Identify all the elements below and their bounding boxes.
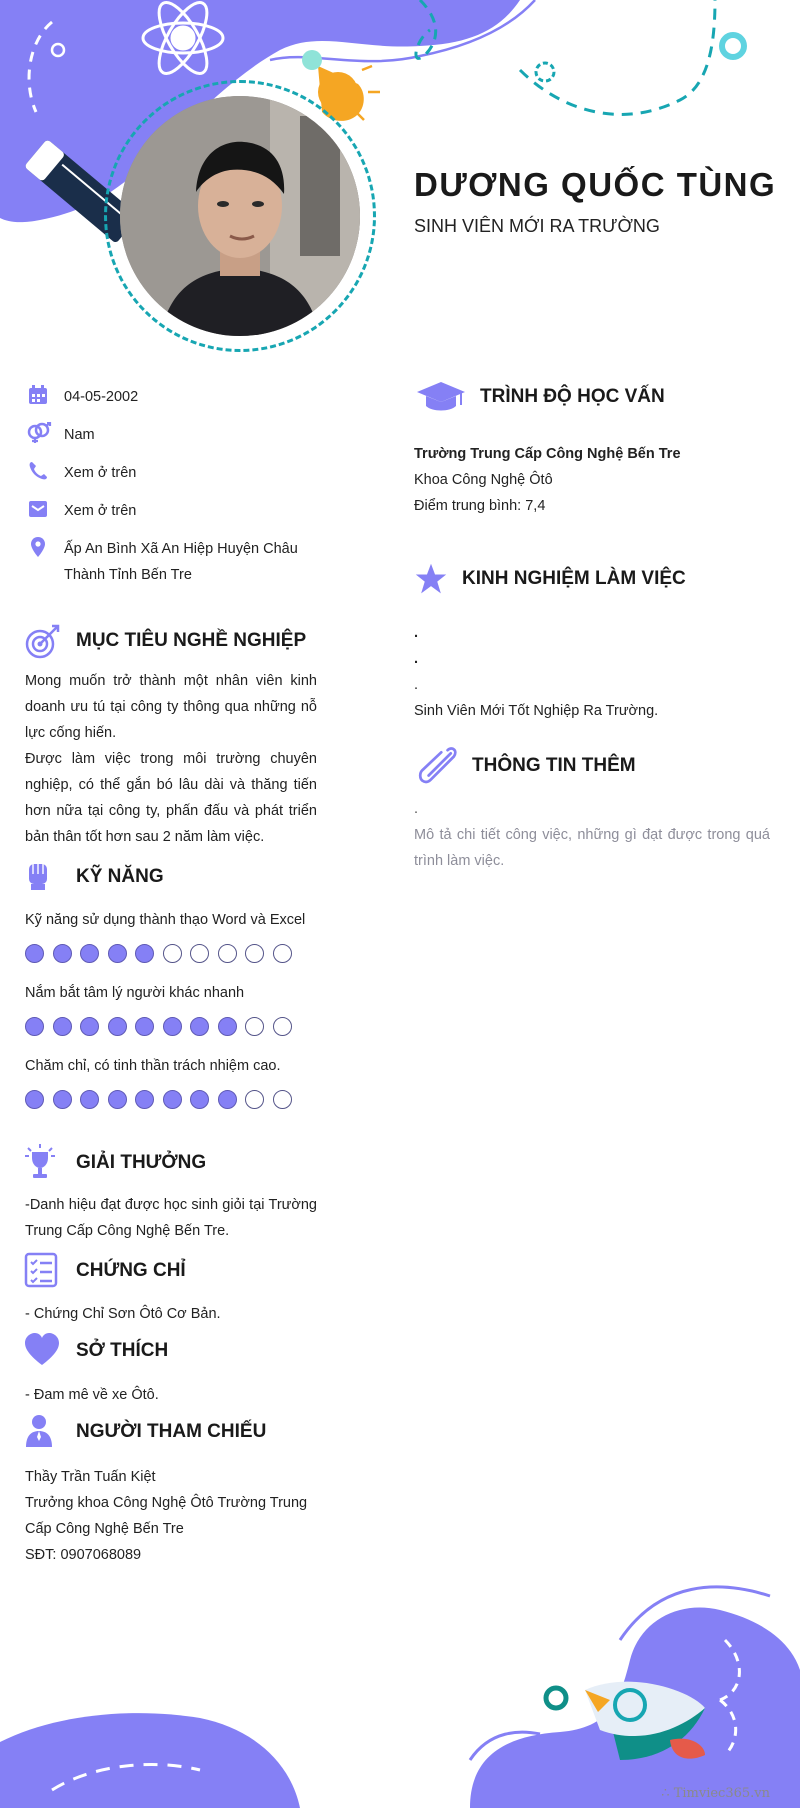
rating-dot-empty: [273, 1017, 292, 1036]
contact-email: [26, 498, 314, 524]
references-heading: [24, 1413, 266, 1451]
experience-bullet-2: .: [414, 651, 419, 667]
candidate-role: SINH VIÊN MỚI RA TRƯỜNG: [414, 216, 660, 236]
phone-icon: [26, 460, 52, 482]
contact-address: [26, 536, 314, 588]
skills-title: KỸ NĂNG: [76, 866, 164, 887]
objective-paragraph-1: Mong muốn trở thành một nhân viên kinh doanh ưu tú tại công ty thông qua những nỗ lực cống hiến.: [25, 673, 317, 741]
skill-3-name: Chăm chỉ, có tinh thần trách nhiệm cao.: [25, 1058, 281, 1074]
birthdate-text: 04-05-2002: [64, 389, 139, 405]
education-faculty: Khoa Công Nghệ Ôtô: [414, 472, 553, 488]
rating-dot-filled: [163, 1017, 182, 1036]
star-icon: [414, 562, 448, 596]
address-text: Ấp An Bình Xã An Hiệp Huyện Châu Thành Tỉnh Bến Tre: [64, 541, 298, 583]
person-icon: [24, 1413, 62, 1451]
certificates-heading: [24, 1252, 186, 1290]
rating-dot-filled: [190, 1017, 209, 1036]
hobbies-text: - Đam mê về xe Ôtô.: [25, 1387, 159, 1403]
additional-body: [414, 796, 770, 874]
rating-dot-filled: [25, 1090, 44, 1109]
education-body: [414, 441, 774, 519]
education-gpa: Điểm trung bình: 7,4: [414, 498, 546, 514]
rating-dot-filled: [80, 944, 99, 963]
paperclip-icon: [414, 746, 458, 786]
rating-dot-filled: [108, 944, 127, 963]
skill-1-rating: [25, 944, 292, 963]
rating-dot-filled: [135, 1017, 154, 1036]
calendar-icon: [26, 384, 52, 406]
rating-dot-filled: [25, 944, 44, 963]
rating-dot-empty: [273, 1090, 292, 1109]
objective-body: [25, 668, 317, 850]
graduation-cap-icon: [414, 378, 466, 416]
skill-2-rating: [25, 1017, 292, 1036]
references-body: [25, 1464, 325, 1568]
heart-icon: [24, 1332, 62, 1370]
additional-bullet: .: [414, 801, 419, 817]
skill-3-rating: [25, 1090, 292, 1109]
contact-phone: [26, 460, 314, 486]
rating-dot-filled: [135, 944, 154, 963]
trophy-icon: [24, 1144, 62, 1182]
rating-dot-empty: [218, 944, 237, 963]
rating-dot-empty: [245, 944, 264, 963]
rating-dot-filled: [218, 1017, 237, 1036]
experience-bullet-1: .: [414, 625, 419, 641]
experience-heading: [414, 562, 686, 596]
experience-text: Sinh Viên Mới Tốt Nghiệp Ra Trường.: [414, 703, 659, 719]
rating-dot-empty: [245, 1017, 264, 1036]
rating-dot-filled: [135, 1090, 154, 1109]
objective-title: MỤC TIÊU NGHỀ NGHIỆP: [76, 630, 307, 651]
candidate-name: DƯƠNG QUỐC TÙNG: [414, 166, 777, 203]
skill-2-name: Nắm bắt tâm lý người khác nhanh: [25, 985, 245, 1001]
experience-body: [414, 620, 774, 724]
contact-gender: [26, 422, 314, 448]
gender-text: Nam: [64, 427, 95, 443]
watermark: ∴ Timviec365.vn: [661, 1786, 770, 1801]
awards-text: -Danh hiệu đạt được học sinh giỏi tại Trường Trung Cấp Công Nghệ Bến Tre.: [25, 1197, 317, 1239]
raised-fist-icon: [24, 858, 62, 896]
additional-heading: [414, 746, 636, 786]
rating-dot-filled: [108, 1017, 127, 1036]
rating-dot-empty: [245, 1090, 264, 1109]
profile-photo-frame: [104, 80, 376, 352]
awards-title: GIẢI THƯỞNG: [76, 1152, 207, 1173]
reference-position: Trưởng khoa Công Nghệ Ôtô Trường Trung Cấp Công Nghệ Bến Tre: [25, 1495, 308, 1537]
rating-dot-filled: [80, 1090, 99, 1109]
rating-dot-filled: [190, 1090, 209, 1109]
skill-1-name: Kỹ năng sử dụng thành thạo Word và Excel: [25, 912, 306, 928]
rating-dot-empty: [190, 944, 209, 963]
hobbies-heading: [24, 1332, 168, 1370]
awards-heading: [24, 1144, 206, 1182]
email-icon: [26, 498, 52, 520]
profile-photo: [120, 96, 360, 336]
rating-dot-filled: [80, 1017, 99, 1036]
email-text: Xem ở trên: [64, 503, 137, 519]
phone-text: Xem ở trên: [64, 465, 137, 481]
reference-phone: SĐT: 0907068089: [25, 1547, 142, 1563]
additional-text: Mô tả chi tiết công việc, những gì đạt được trong quá trình làm việc.: [414, 827, 770, 869]
certificates-text: - Chứng Chỉ Sơn Ôtô Cơ Bản.: [25, 1306, 221, 1322]
skills-heading: [24, 858, 164, 896]
target-icon: [24, 622, 62, 660]
rating-dot-filled: [53, 1017, 72, 1036]
rating-dot-filled: [218, 1090, 237, 1109]
contact-birthdate: [26, 384, 314, 410]
rating-dot-filled: [25, 1017, 44, 1036]
education-heading: [414, 378, 665, 416]
objective-heading: [24, 622, 306, 660]
gender-icon: [26, 422, 52, 444]
hobbies-title: SỞ THÍCH: [76, 1340, 169, 1361]
rating-dot-empty: [273, 944, 292, 963]
rating-dot-filled: [53, 944, 72, 963]
checklist-icon: [24, 1252, 62, 1290]
experience-bullet-3: .: [414, 677, 419, 693]
rating-dot-filled: [53, 1090, 72, 1109]
education-title: TRÌNH ĐỘ HỌC VẤN: [480, 386, 665, 407]
rating-dot-filled: [163, 1090, 182, 1109]
reference-name: Thầy Trần Tuấn Kiệt: [25, 1469, 156, 1485]
location-pin-icon: [26, 536, 52, 558]
certificates-title: CHỨNG CHỈ: [76, 1260, 186, 1281]
references-title: NGƯỜI THAM CHIẾU: [76, 1421, 267, 1442]
objective-paragraph-2: Được làm việc trong môi trường chuyên nghiệp, có thể gắn bó lâu dài và thăng tiến hơn nữa tại công ty, phấn đấu và phát triển bản thân tốt hơn sau 2 năm làm việc.: [25, 751, 317, 845]
education-school: Trường Trung Cấp Công Nghệ Bến Tre: [414, 446, 681, 462]
rating-dot-filled: [108, 1090, 127, 1109]
additional-title: THÔNG TIN THÊM: [472, 755, 636, 776]
experience-title: KINH NGHIỆM LÀM VIỆC: [462, 568, 686, 589]
rating-dot-empty: [163, 944, 182, 963]
